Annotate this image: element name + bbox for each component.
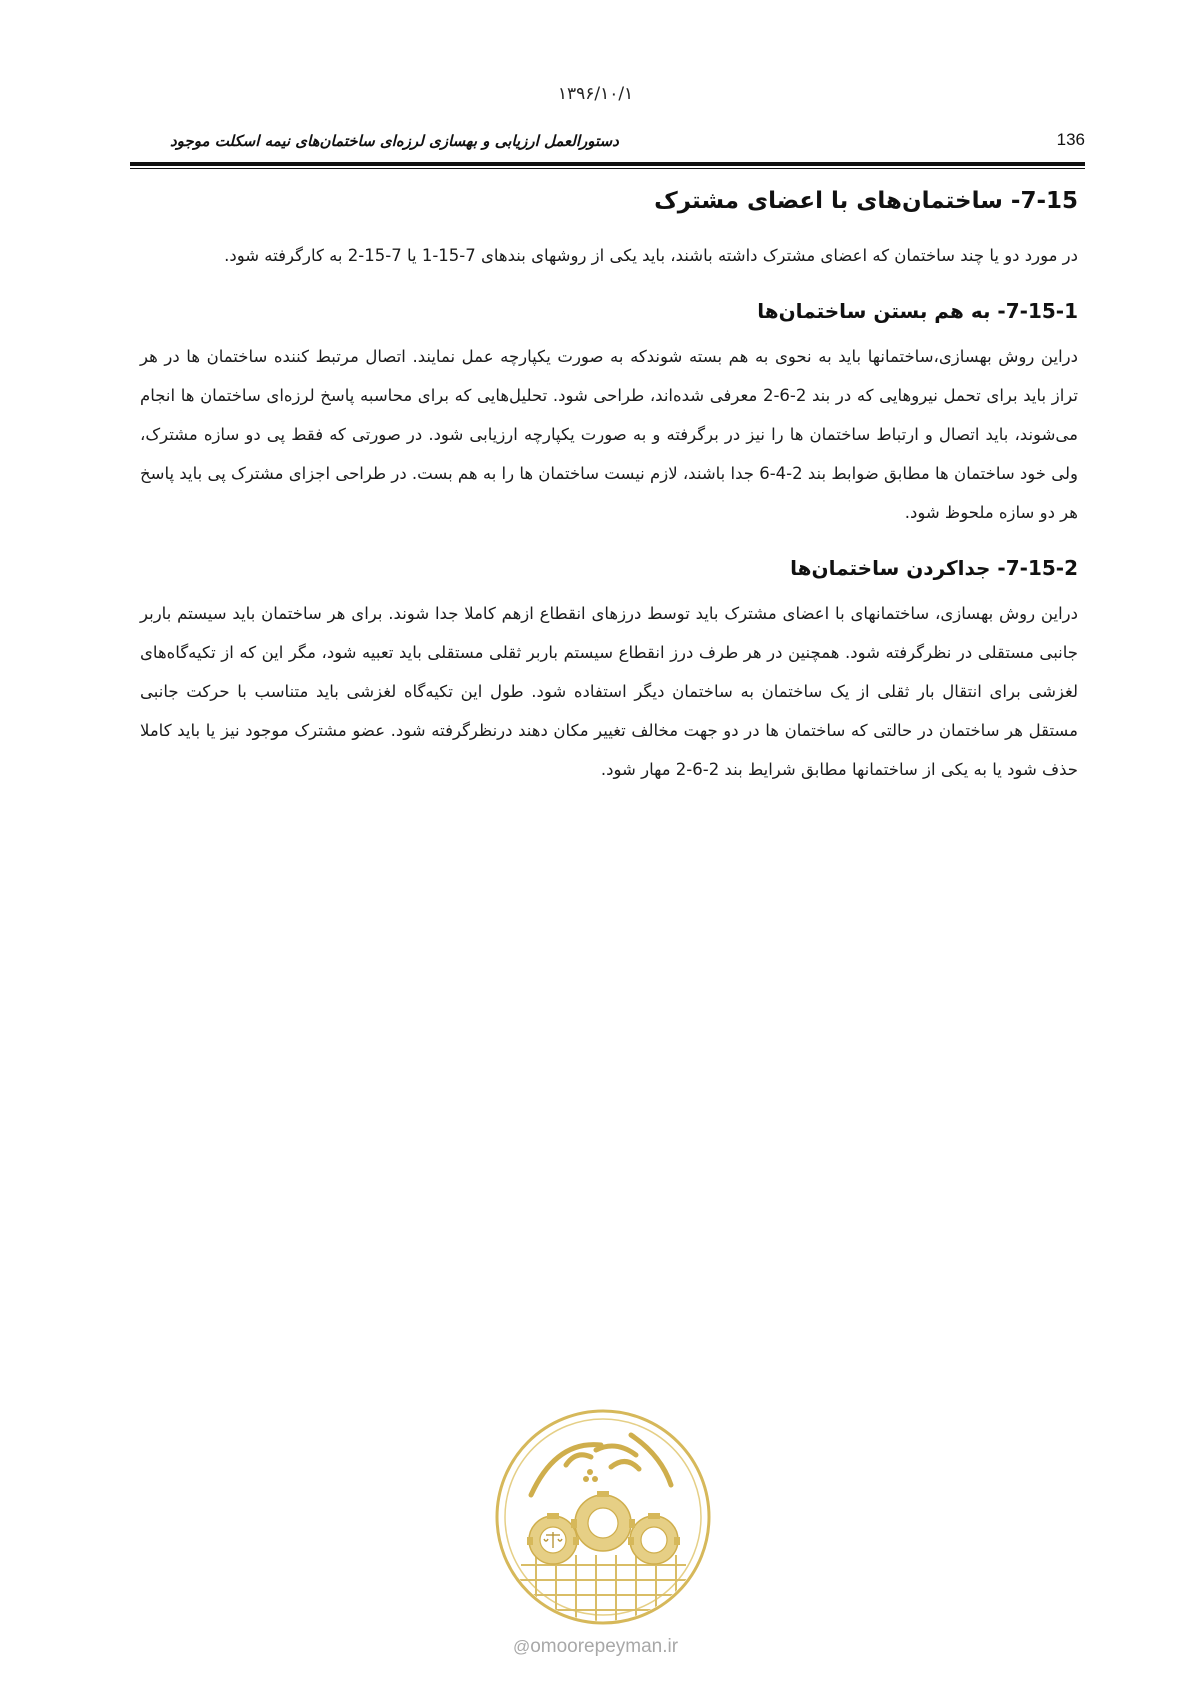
section-paragraph: در مورد دو یا چند ساختمان که اعضای مشترک داشته باشند، باید یکی از روشهای بندهای 7-15-1 یا 7-15-2 به کارگرفته شود. [224, 246, 1078, 265]
at-icon: @ [512, 1637, 531, 1656]
watermark-logo [491, 1405, 716, 1630]
subsection-paragraph-separating: دراین روش بهسازی، ساختمانهای با اعضای مشترک باید توسط درزهای انقطاع ازهم کاملا جدا شوند. برای هر ساختمان باید سیستم باربر جانبی مستقلی در نظرگرفته شود. همچنین در هر طرف درز انقطاع سیستم باربر ثقلی مستقلی باید تعبیه شود، مگر این که از تکیه‌گاه‌های لغزشی برای انتقال بار ثقلی از یک ساختمان به ساختمان دیگر استفاده شود. طول این تکیه‌گاه لغزشی باید متناسب با حرکت جانبی مستقل هر ساختمان در حالتی که ساختمان ها در دو جهت مخالف تغییر مکان دهند درنظرگرفته شود. عضو مشترک موجود نیز یا باید کاملا حذف شود یا به یکی از ساختمانها مطابق شرایط بند 2-6-2 مهار شود. [140, 604, 1078, 779]
header-rule-thin [130, 168, 1085, 169]
subsection-paragraph-joining: دراین روش بهسازی،ساختمانها باید به نحوی به هم بسته شوندکه به صورت یکپارچه عمل نمایند. اتصال مرتبط کننده ساختمان ها در هر تراز باید برای تحمل نیروهایی که در بند 2-6-2 معرفی شده‌اند، طراحی شود. تحلیل‌هایی که برای محاسبه پاسخ لرزه‌ای ساختمان ها انجام می‌شوند، باید اتصال و ارتباط ساختمان ها را نیز در برگرفته و به صورت یکپارچه ارزیابی شود. در صورتی که فقط پی دو سازه مشترک، ولی خود ساختمان ها مطابق ضوابط بند 2-4-6 جدا باشند، لازم نیست ساختمان ها را به هم بست. در طراحی اجزای مشترک پی باید پاسخ هر دو سازه ملحوظ شود. [140, 347, 1078, 522]
page-number: 136 [1056, 130, 1085, 149]
running-header [130, 130, 1085, 156]
subsection-heading-separating: 7-15-2- جداکردن ساختمان‌ها [790, 556, 1078, 580]
running-title: دستورالعمل ارزیابی و بهسازی لرزه‌ای ساختمان‌های نیمه اسکلت موجود [170, 132, 619, 150]
subsection-heading-joining: 7-15-1- به هم بستن ساختمان‌ها [757, 299, 1078, 323]
document-body [140, 188, 1078, 789]
date-stamp: ۱۳۹۶/۱۰/۱ [557, 84, 634, 104]
seal-icon [491, 1405, 716, 1630]
header-rule [130, 162, 1085, 166]
section-heading: 7-15- ساختمان‌های با اعضای مشترک [654, 188, 1078, 214]
watermark-url-text: omoorepeyman.ir [530, 1636, 679, 1657]
watermark-url [0, 1636, 1191, 1658]
